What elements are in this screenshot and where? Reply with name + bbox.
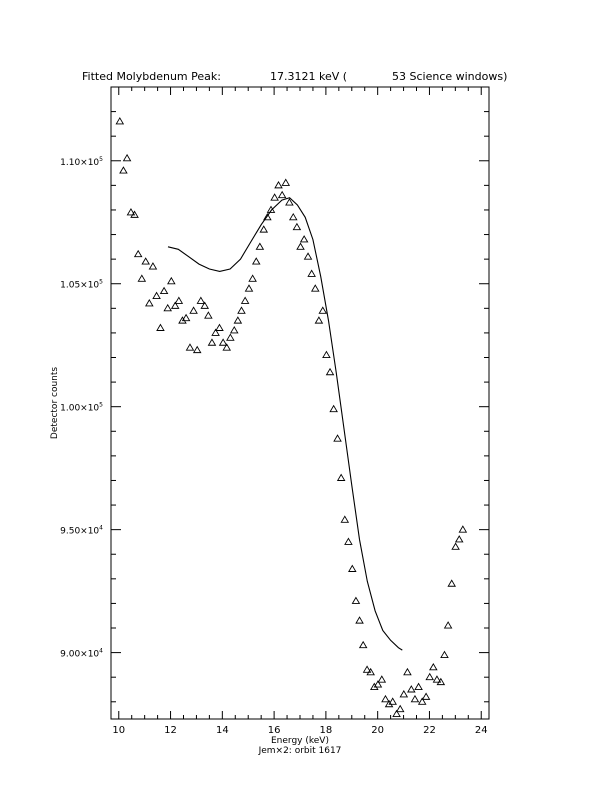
- data-point: [430, 664, 437, 670]
- data-point: [411, 696, 418, 702]
- data-point: [116, 118, 123, 124]
- data-point: [312, 285, 319, 291]
- data-point: [293, 224, 300, 230]
- title-energy: 17.3121 keV (: [270, 70, 348, 83]
- fit-curve: [168, 198, 402, 650]
- data-point: [186, 344, 193, 350]
- data-point: [341, 516, 348, 522]
- x-axis: [112, 87, 487, 736]
- x-tick-label: 16: [267, 725, 281, 736]
- data-point: [153, 293, 160, 299]
- data-point: [423, 693, 430, 699]
- x-tick-label: 14: [215, 725, 229, 736]
- x-tick-label: 20: [371, 725, 385, 736]
- data-point: [334, 435, 341, 441]
- x-tick-label: 18: [319, 725, 333, 736]
- title-windows: 53 Science windows): [392, 70, 508, 83]
- data-point: [349, 565, 356, 571]
- data-point: [190, 307, 197, 313]
- data-point: [142, 258, 149, 264]
- data-point: [315, 317, 322, 323]
- data-point: [175, 297, 182, 303]
- data-point: [161, 288, 168, 294]
- data-point: [382, 696, 389, 702]
- data-point: [305, 253, 312, 259]
- data-point: [149, 263, 156, 269]
- data-point: [135, 251, 142, 257]
- data-point: [249, 275, 256, 281]
- data-point: [448, 580, 455, 586]
- data-point: [408, 686, 415, 692]
- data-point: [194, 347, 201, 353]
- data-point: [441, 652, 448, 658]
- data-point: [208, 339, 215, 345]
- data-point: [231, 327, 238, 333]
- fit-line: [168, 198, 402, 650]
- data-point: [260, 226, 267, 232]
- data-points: [116, 118, 466, 717]
- data-point: [345, 538, 352, 544]
- data-point: [256, 243, 263, 249]
- data-point: [253, 258, 260, 264]
- data-point: [297, 243, 304, 249]
- data-point: [146, 300, 153, 306]
- title-label: Fitted Molybdenum Peak:: [82, 70, 221, 83]
- y-tick-label: $1.10\times 10^5$: [60, 155, 103, 168]
- y-tick-label: $9.50\times 10^4$: [60, 524, 103, 537]
- data-point: [279, 192, 286, 198]
- data-point: [323, 352, 330, 358]
- data-point: [404, 669, 411, 675]
- data-point: [426, 674, 433, 680]
- data-point: [352, 597, 359, 603]
- data-point: [271, 194, 278, 200]
- data-point: [234, 317, 241, 323]
- y-tick-label: $9.00\times 10^4$: [60, 647, 103, 660]
- data-point: [168, 278, 175, 284]
- data-point: [400, 691, 407, 697]
- data-point: [397, 706, 404, 712]
- data-point: [459, 526, 466, 532]
- data-point: [138, 275, 145, 281]
- data-point: [445, 622, 452, 628]
- y-tick-label: $1.00\times 10^5$: [60, 401, 103, 414]
- data-point: [227, 334, 234, 340]
- data-point: [282, 179, 289, 185]
- data-point: [456, 536, 463, 542]
- data-point: [319, 307, 326, 313]
- data-point: [327, 369, 334, 375]
- data-point: [197, 297, 204, 303]
- data-point: [275, 182, 282, 188]
- data-point: [157, 324, 164, 330]
- data-point: [242, 297, 249, 303]
- data-point: [124, 155, 131, 161]
- data-point: [330, 406, 337, 412]
- x-tick-label: 22: [423, 725, 436, 736]
- data-point: [378, 676, 385, 682]
- data-point: [452, 543, 459, 549]
- data-point: [205, 312, 212, 318]
- data-point: [308, 270, 315, 276]
- data-point: [220, 339, 227, 345]
- data-point: [238, 307, 245, 313]
- plot-frame: [111, 87, 489, 719]
- data-point: [120, 167, 127, 173]
- data-point: [415, 684, 422, 690]
- x-tick-label: 12: [164, 725, 177, 736]
- y-axis-label: Detector counts: [50, 366, 60, 440]
- data-point: [301, 236, 308, 242]
- data-point: [360, 642, 367, 648]
- data-point: [338, 475, 345, 481]
- data-point: [437, 679, 444, 685]
- data-point: [356, 617, 363, 623]
- data-point: [245, 285, 252, 291]
- data-point: [164, 305, 171, 311]
- data-point: [216, 324, 223, 330]
- x-axis-sublabel: Jem×2: orbit 1617: [258, 746, 342, 756]
- y-tick-label: $1.05\times 10^5$: [60, 278, 103, 291]
- x-tick-label: 24: [474, 725, 488, 736]
- y-axis: [60, 87, 489, 702]
- x-axis-label: Energy (keV): [271, 736, 329, 746]
- x-tick-label: 10: [112, 725, 126, 736]
- data-point: [290, 214, 297, 220]
